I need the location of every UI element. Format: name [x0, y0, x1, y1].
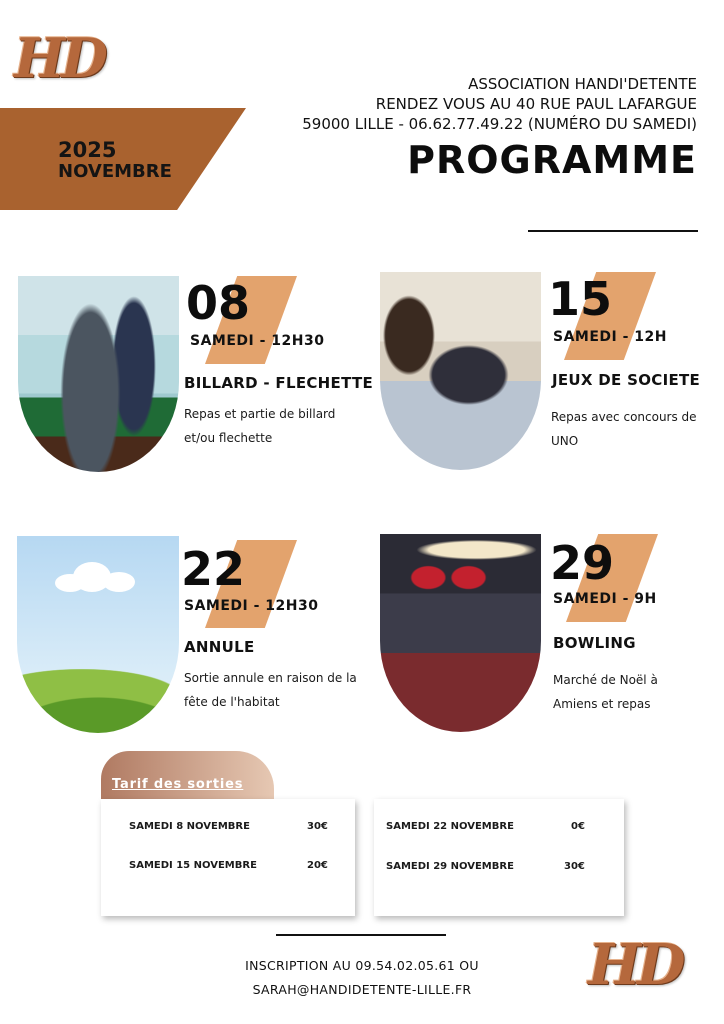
- date-banner: [0, 108, 246, 210]
- event-description: Sortie annule en raison de la fête de l'habitat: [184, 671, 357, 709]
- event-time: SAMEDI - 12H: [553, 329, 668, 345]
- tarif-heading: Tarif des sorties: [112, 777, 244, 792]
- banner-year: 2025: [58, 138, 117, 162]
- association-info: [302, 74, 697, 134]
- event-time: SAMEDI - 12H30: [184, 598, 319, 614]
- event-title: BOWLING: [553, 634, 636, 652]
- event-title: ANNULE: [184, 638, 255, 656]
- banner-month: NOVEMBRE: [58, 161, 172, 182]
- event-description: Repas et partie de billard et/ou flechette: [184, 407, 336, 445]
- association-name: ASSOCIATION HANDI'DETENTE: [468, 75, 697, 93]
- tarif-card-right: [374, 799, 624, 916]
- event-day: 29: [550, 536, 615, 590]
- page-title: PROGRAMME: [407, 138, 697, 182]
- association-city-phone: 59000 LILLE - 06.62.77.49.22 (NUMÉRO DU SAMEDI): [302, 115, 697, 133]
- event-day: 15: [548, 272, 613, 326]
- footer-divider: [276, 934, 446, 936]
- tarif-row-price: 20€: [307, 860, 328, 871]
- tarif-row-price: 30€: [564, 861, 585, 872]
- event-title: JEUX DE SOCIETE: [552, 371, 701, 389]
- hd-logo: HD: [588, 932, 682, 998]
- tarif-card-left: [101, 799, 355, 916]
- event-title: BILLARD - FLECHETTE: [184, 374, 374, 392]
- tarif-row-date: SAMEDI 29 NOVEMBRE: [386, 861, 514, 872]
- billiard-photo: [18, 276, 179, 472]
- cloud-icon: [55, 562, 135, 592]
- registration-phone: INSCRIPTION AU 09.54.02.05.61 OU: [245, 958, 479, 973]
- landscape-illustration: [17, 536, 179, 733]
- tarif-row-date: SAMEDI 22 NOVEMBRE: [386, 821, 514, 832]
- tarif-row-date: SAMEDI 8 NOVEMBRE: [129, 821, 250, 832]
- tarif-row-price: 0€: [571, 821, 585, 832]
- tarif-row-date: SAMEDI 15 NOVEMBRE: [129, 860, 257, 871]
- tarif-row-price: 30€: [307, 821, 328, 832]
- event-time: SAMEDI - 9H: [553, 591, 657, 607]
- title-divider: [528, 230, 698, 232]
- event-description: Repas avec concours de UNO: [551, 410, 697, 448]
- event-day: 08: [186, 276, 251, 330]
- event-time: SAMEDI - 12H30: [190, 333, 325, 349]
- hd-logo: HD: [14, 26, 104, 90]
- event-description: Marché de Noël à Amiens et repas: [553, 673, 658, 711]
- bowling-photo: [380, 534, 541, 732]
- association-address: RENDEZ VOUS AU 40 RUE PAUL LAFARGUE: [375, 95, 697, 113]
- contact-email[interactable]: SARAH@HANDIDETENTE-LILLE.FR: [252, 982, 472, 997]
- board-games-photo: [380, 272, 541, 470]
- event-day: 22: [181, 542, 246, 596]
